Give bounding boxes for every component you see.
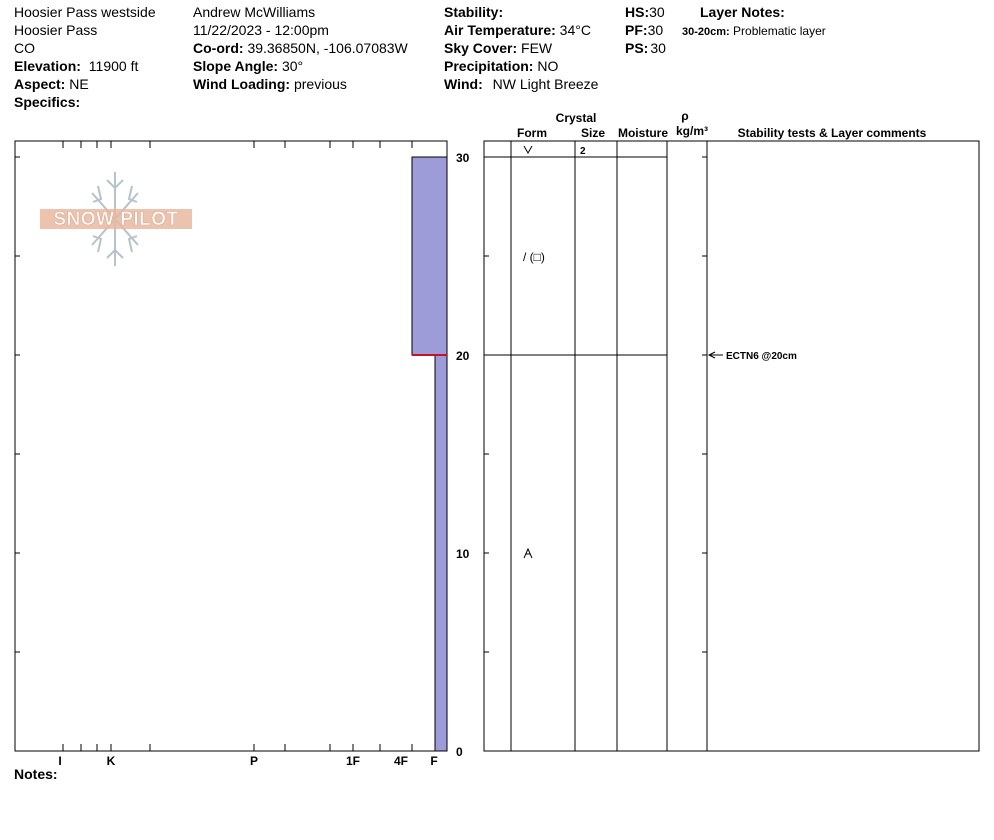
precip-value: NO <box>537 58 559 74</box>
depth-label-20: 20 <box>456 349 470 363</box>
stability-label: Stability: <box>444 4 504 20</box>
axis-ticks <box>15 141 707 751</box>
elevation-value: 11900 ft <box>88 58 139 74</box>
hardness-label-p: P <box>249 754 259 768</box>
depth-label-0: 0 <box>456 745 463 759</box>
layer-notes-label: Layer Notes: <box>700 4 785 20</box>
elevation-label: Elevation: <box>14 58 81 74</box>
slope-label: Slope Angle: <box>193 58 279 74</box>
hardness-label-4f: 4F <box>393 754 409 768</box>
observation-datetime: 11/22/2023 - 12:00pm <box>193 22 329 38</box>
header-rho: ρ <box>681 109 689 123</box>
hardness-plot-frame <box>15 141 447 751</box>
aspect-value: NE <box>69 76 89 92</box>
aspect-label: Aspect: <box>14 76 66 92</box>
header-crystal: Crystal <box>555 111 597 125</box>
depth-label-30: 30 <box>456 151 470 165</box>
header-form: Form <box>517 126 547 140</box>
hardness-label-1f: 1F <box>345 754 361 768</box>
hardness-layer-1 <box>435 355 447 751</box>
header-size: Size <box>580 126 606 140</box>
wind-value: NW Light Breeze <box>492 76 599 92</box>
observer-name: Andrew McWilliams <box>193 4 316 20</box>
header-comments: Stability tests & Layer comments <box>737 126 927 140</box>
layer-note-text: Problematic layer <box>733 24 826 38</box>
hs-label: HS: <box>625 4 650 20</box>
coord-value: 39.36850N, -106.07083W <box>247 40 408 56</box>
wind-loading-label: Wind Loading: <box>193 76 291 92</box>
stability-test-label: ECTN6 @20cm <box>726 351 797 362</box>
header-moisture: Moisture <box>617 126 669 140</box>
sky-label: Sky Cover: <box>444 40 518 56</box>
hardness-label-f: F <box>430 754 438 768</box>
ps-label: PS: <box>625 40 649 56</box>
slope-value: 30° <box>281 58 304 74</box>
layer-table-frame <box>484 141 979 751</box>
air-temp-label: Air Temperature: <box>444 22 556 38</box>
sky-value: FEW <box>521 40 553 56</box>
surface-size-value: 2 <box>580 146 586 157</box>
wind-label: Wind: <box>444 76 483 92</box>
logo-text: SNOW PILOT <box>53 209 179 230</box>
air-temp-value: 34°C <box>559 22 591 38</box>
surface-hoar-icon <box>524 146 532 153</box>
wind-loading-value: previous <box>293 76 347 92</box>
header-density-unit: kg/m³ <box>675 124 709 138</box>
specifics-label: Specifics: <box>14 94 81 110</box>
ps-value: 30 <box>650 40 666 56</box>
depth-label-10: 10 <box>456 547 470 561</box>
hardness-label-k: K <box>106 754 116 768</box>
precipitation-particles-icon: / (□) <box>523 250 545 264</box>
notes-label: Notes: <box>14 766 58 782</box>
layer-note-range: 30-20cm: <box>682 26 730 38</box>
hardness-label-i: I <box>58 754 62 768</box>
location-name: Hoosier Pass westside <box>14 4 156 20</box>
hardness-layers <box>412 157 447 751</box>
hardness-axis <box>58 754 437 768</box>
hs-value: 30 <box>649 4 665 20</box>
precip-label: Precipitation: <box>444 58 534 74</box>
coord-label: Co-ord: <box>193 40 244 56</box>
hardness-layer-0 <box>412 157 447 355</box>
state-name: CO <box>14 40 35 56</box>
area-name: Hoosier Pass <box>14 22 98 38</box>
pf-value: 30 <box>647 22 664 38</box>
snowpilot-logo <box>40 172 192 266</box>
pf-label: PF: <box>625 22 648 38</box>
layer-rows <box>484 146 797 558</box>
